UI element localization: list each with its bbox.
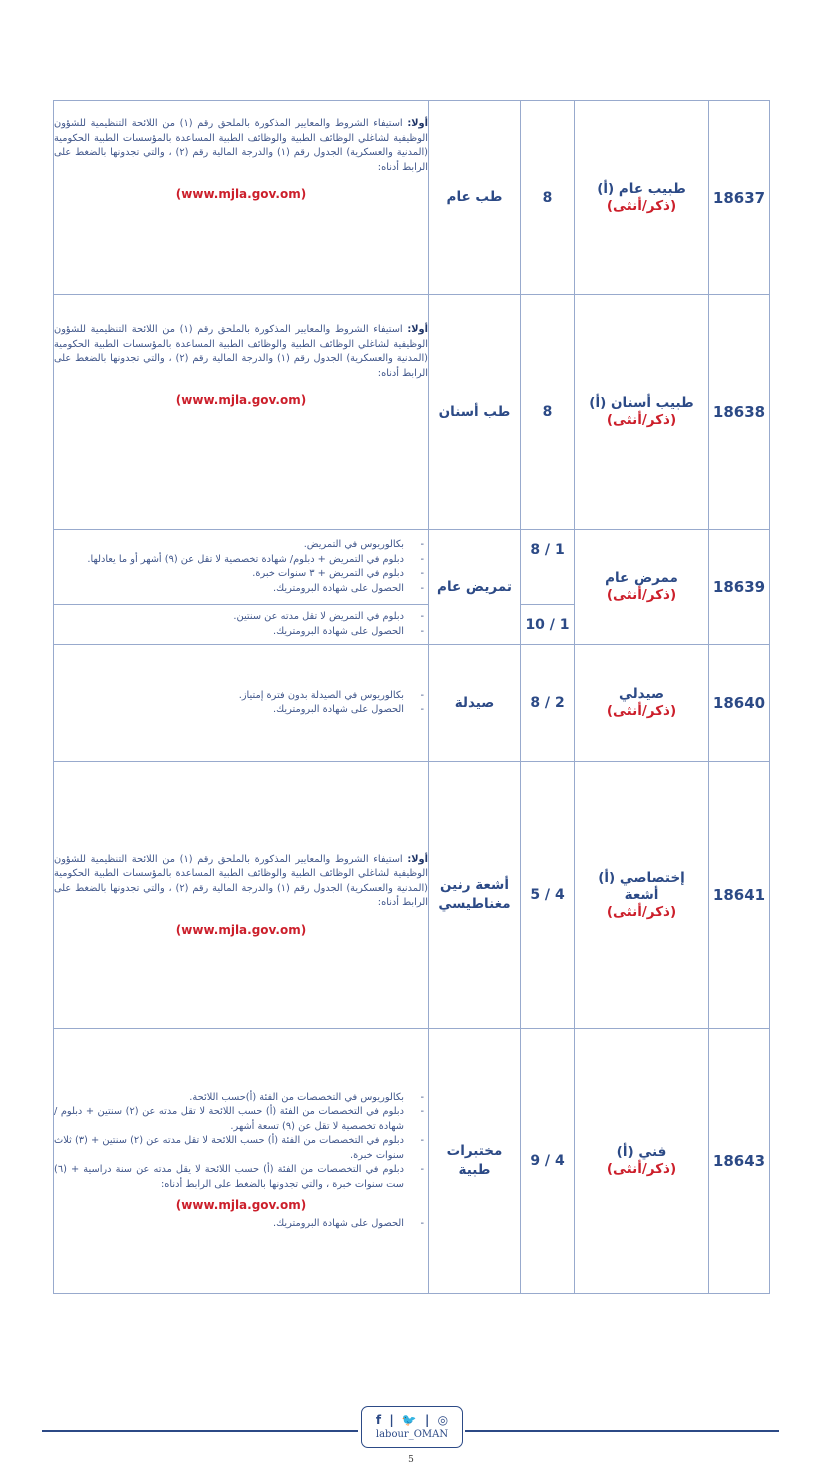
page-number: 5: [408, 1455, 414, 1465]
job-specialty-text-2: مغناطيسي: [438, 896, 511, 912]
mjla-link[interactable]: (www.mjla.gov.om): [175, 922, 307, 937]
job-title: [575, 101, 709, 295]
job-grade: 1 / 8: [521, 530, 575, 605]
mjla-link[interactable]: (www.mjla.gov.om): [175, 393, 307, 407]
job-title-text-2: أشعة: [624, 886, 659, 903]
separator: |: [425, 1413, 430, 1427]
mjla-link[interactable]: (www.mjla.gov.om): [175, 1198, 307, 1213]
job-requirements: [54, 762, 429, 1029]
requirements-list: [54, 689, 428, 718]
job-code: 18641: [709, 762, 770, 1029]
job-gender: (ذكر/أنثى): [606, 587, 677, 603]
table-row: [54, 101, 770, 295]
requirements-list: [54, 610, 428, 639]
job-code: 18639: [709, 530, 770, 645]
job-specialty: صيدلة: [429, 645, 521, 762]
job-title: [575, 1029, 709, 1294]
requirements-list: [54, 538, 428, 596]
job-requirements: [54, 605, 429, 645]
job-requirements: [54, 1029, 429, 1294]
job-code: 18640: [709, 645, 770, 762]
job-gender: (ذكر/أنثى): [606, 197, 677, 214]
twitter-icon[interactable]: 🐦: [401, 1413, 417, 1427]
job-requirements: [54, 295, 429, 530]
job-title: [575, 295, 709, 530]
requirements-list: [54, 1091, 428, 1193]
facebook-icon[interactable]: f: [375, 1413, 382, 1427]
list-item: - دبلوم في التمريض لا تقل مدته عن سنتين.: [54, 610, 416, 625]
job-title-text: طبيب عام (أ): [597, 180, 686, 197]
footer-divider-right: [465, 1430, 779, 1432]
list-item: - الحصول على شهادة البرومتريك.: [54, 1217, 416, 1232]
requirements-list: [54, 1217, 428, 1232]
job-specialty-text: مختبرات: [446, 1143, 503, 1159]
footer-divider-left: [42, 1430, 358, 1432]
job-code: 18643: [709, 1029, 770, 1294]
job-title-text: ممرض عام: [605, 570, 678, 586]
list-item: - الحصول على شهادة البرومتريك.: [54, 625, 416, 640]
job-title: [575, 530, 709, 645]
job-title-text: إختصاصي (أ): [598, 869, 685, 886]
job-code: 18637: [709, 101, 770, 295]
job-grade: 8: [521, 295, 575, 530]
job-title-text: طبيب أسنان (أ): [589, 395, 694, 411]
table-row: [54, 295, 770, 530]
job-grade: 4 / 5: [521, 762, 575, 1029]
separator: |: [389, 1413, 394, 1427]
jobs-table: [53, 100, 770, 1294]
job-requirements: [54, 101, 429, 295]
table-row: [54, 1029, 770, 1294]
job-specialty: [429, 762, 521, 1029]
list-item: - دبلوم في التخصصات من الفئة (أ) حسب اللائحة لا تقل مدته عن (٢) سنتين + (٣) ثلاث سنوات خبرة.: [54, 1134, 416, 1163]
job-requirements: [54, 645, 429, 762]
job-code: 18638: [709, 295, 770, 530]
table-row: [54, 645, 770, 762]
job-requirements: [54, 530, 429, 605]
job-specialty: تمريض عام: [429, 530, 521, 645]
job-gender: (ذكر/أنثى): [606, 703, 677, 719]
job-gender: (ذكر/أنثى): [606, 412, 677, 428]
job-grade: 2 / 8: [521, 645, 575, 762]
list-item: - بكالوريوس في الصيدلة بدون فترة إمتياز.: [54, 689, 416, 704]
requirements-paragraph: أولا: استيفاء الشروط والمعايير المذكورة بالملحق رقم (١) من اللائحة التنظيمية للشؤون الوظيفية لشاغلي الوظائف الطبية والوظائف الطبية المساعدة بالمؤسسات الطبية الحكومية (المدنية والعسكرية) الجدول رقم (١) والدرجة المالية رقم (٢) ، والتي تجدونها بالضغط على الرابط أدناه:: [54, 118, 429, 173]
list-item: - دبلوم في التخصصات من الفئة (أ) حسب اللائحة لا يقل مدته عن سنة دراسية + (٦) ست سنوات خبرة ، والتي تجدونها بالضغط على الرابط أدناه:: [54, 1163, 416, 1192]
job-specialty: طب أسنان: [429, 295, 521, 530]
list-item: - بكالوريوس في التمريض.: [54, 538, 416, 553]
job-specialty: طب عام: [429, 101, 521, 295]
social-handle[interactable]: labour_OMAN: [375, 1429, 449, 1440]
list-item: - الحصول على شهادة البرومتريك.: [54, 703, 416, 718]
job-gender: (ذكر/أنثى): [606, 903, 677, 920]
instagram-icon[interactable]: ◎: [437, 1413, 449, 1427]
list-item: - الحصول على شهادة البرومتريك.: [54, 582, 416, 597]
list-item: - دبلوم في التمريض + ٣ سنوات خبرة.: [54, 567, 416, 582]
job-grade: 1 / 10: [521, 605, 575, 645]
table-row: [54, 762, 770, 1029]
mjla-link[interactable]: (www.mjla.gov.om): [175, 187, 307, 201]
job-title-text: صيدلي: [618, 686, 665, 702]
job-title-text: فني (أ): [616, 1144, 667, 1160]
requirements-paragraph: أولا: استيفاء الشروط والمعايير المذكورة بالملحق رقم (١) من اللائحة التنظيمية للشؤون الوظيفية لشاغلي الوظائف الطبية والوظائف الطبية المساعدة بالمؤسسات الطبية الحكومية (المدنية والعسكرية) الجدول رقم (١) والدرجة المالية رقم (٢) ، والتي تجدونها بالضغط على الرابط أدناه:: [54, 853, 429, 909]
job-specialty-text-2: طبية: [458, 1162, 491, 1178]
requirements-paragraph: أولا: استيفاء الشروط والمعايير المذكورة بالملحق رقم (١) من اللائحة التنظيمية للشؤون الوظيفية لشاغلي الوظائف الطبية والوظائف الطبية المساعدة بالمؤسسات الطبية الحكومية (المدنية والعسكرية) الجدول رقم (١) والدرجة المالية رقم (٢) ، والتي تجدونها بالضغط على الرابط أدناه:: [54, 324, 429, 379]
list-item: - دبلوم في التمريض + دبلوم/ شهادة تخصصية لا تقل عن (٩) أشهر أو ما يعادلها.: [54, 553, 416, 568]
list-item: - دبلوم في التخصصات من الفئة (أ) حسب اللائحة لا تقل مدته عن (٢) سنتين + دبلوم / شهادة تخصصية لا تقل عن (٩) تسعة أشهر.: [54, 1105, 416, 1134]
list-item: - بكالوريوس في التخصصات من الفئة (أ)حسب اللائحة.: [54, 1091, 416, 1106]
job-title: [575, 645, 709, 762]
job-specialty-text: أشعة رنين: [440, 877, 509, 893]
table-row: [54, 530, 770, 605]
job-specialty: [429, 1029, 521, 1294]
job-gender: (ذكر/أنثى): [606, 1161, 677, 1177]
job-title: [575, 762, 709, 1029]
job-grade: 4 / 9: [521, 1029, 575, 1294]
job-grade: 8: [521, 101, 575, 295]
social-badge: [361, 1406, 463, 1448]
social-icons: [362, 1413, 462, 1427]
